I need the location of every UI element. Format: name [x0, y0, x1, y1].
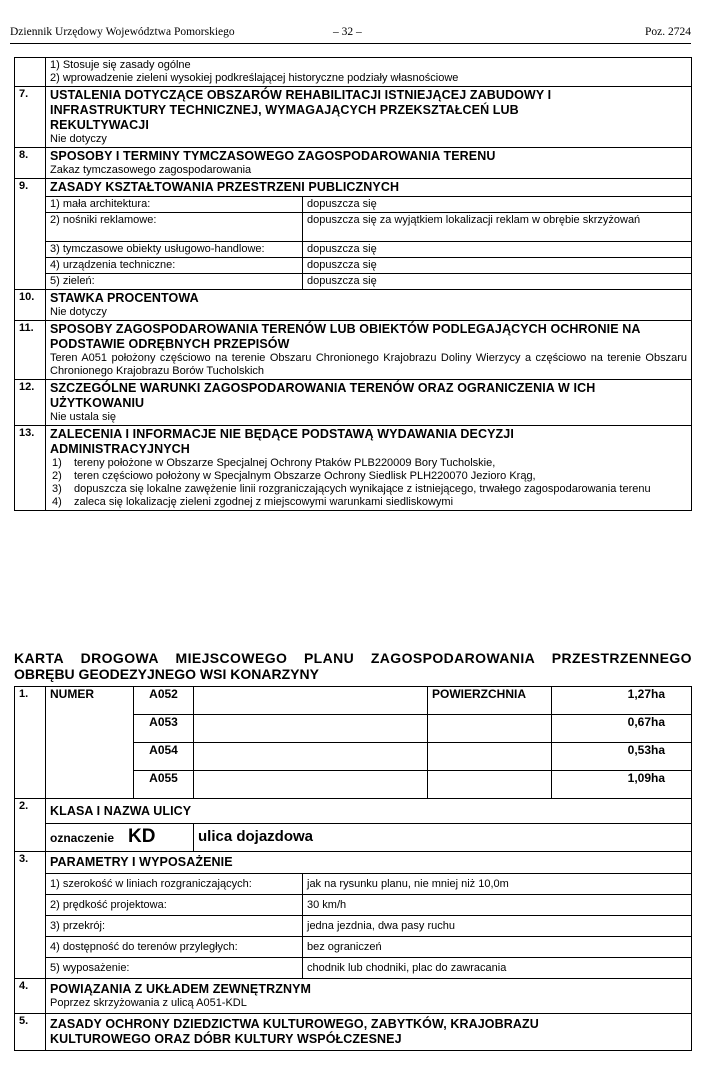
position-number: Poz. 2724: [645, 26, 691, 38]
param-label: 3) tymczasowe obiekty usługowo-handlowe:: [46, 242, 303, 258]
road-card-table: [14, 686, 692, 1051]
section-title: SPOSOBY ZAGOSPODAROWANIA TERENÓW LUB OBIEKTÓW PODLEGAJĄCYCH OCHRONIE NA PODSTAWIE ODRĘBNYCH PRZEPISÓW: [50, 322, 640, 351]
table-row: [15, 274, 692, 290]
param-label: 1) szerokość w liniach rozgraniczających:: [46, 874, 303, 895]
plan-table-continuation: [14, 57, 692, 511]
area-id: A055: [134, 771, 194, 799]
area-id: A052: [134, 687, 194, 715]
section-number: 1.: [15, 687, 46, 799]
param-value: dopuszcza się: [303, 258, 692, 274]
param-label: 3) przekrój:: [46, 916, 303, 937]
street-name: ulica dojazdowa: [198, 828, 314, 845]
param-value: dopuszcza się za wyjątkiem lokalizacji reklam w obrębie skrzyżowań: [303, 213, 692, 242]
section-text: Nie dotyczy: [50, 306, 107, 318]
numer-label: NUMER: [46, 687, 134, 799]
param-value: jedna jezdnia, dwa pasy ruchu: [303, 916, 692, 937]
section-number: 10.: [15, 290, 46, 321]
section-title: SZCZEGÓLNE WARUNKI ZAGOSPODAROWANIA TERENÓW ORAZ OGRANICZENIA W ICH UŻYTKOWANIU: [50, 381, 596, 410]
table-row: [15, 58, 692, 87]
journal-title: Dziennik Urzędowy Województwa Pomorskiego: [10, 26, 235, 38]
section-5: [15, 1014, 692, 1051]
area-value: 0,67ha: [552, 715, 692, 743]
section-9: [15, 179, 692, 197]
table-row: [15, 824, 692, 852]
table-row: [15, 874, 692, 895]
section-13: [15, 426, 692, 511]
general-rule-line: 2) wprowadzenie zieleni wysokiej podkreślającej historyczne podziały własnościowe: [50, 72, 459, 84]
area-value: 1,27ha: [552, 687, 692, 715]
page-number: – 32 –: [333, 26, 362, 38]
section-number: 11.: [15, 321, 46, 380]
section-number: 7.: [15, 87, 46, 148]
param-value: dopuszcza się: [303, 274, 692, 290]
param-label: 1) mała architektura:: [46, 197, 303, 213]
param-label: 2) prędkość projektowa:: [46, 895, 303, 916]
section-number: 3.: [15, 852, 46, 979]
section-7: [15, 87, 692, 148]
section-title: POWIĄZANIA Z UKŁADEM ZEWNĘTRZNYM: [50, 982, 312, 996]
section-number: 9.: [15, 179, 46, 290]
section-11: [15, 321, 692, 380]
section-text: Teren A051 położony częściowo na terenie Obszaru Chronionego Krajobrazu Doliny Wierzycy a częściowo na terenie Obszaru Chronionego Krajobrazu Borów Tucholskich: [50, 352, 688, 377]
param-label: 5) zieleń:: [46, 274, 303, 290]
param-value: chodnik lub chodniki, plac do zawracania: [303, 958, 692, 979]
list-item: 3) dopuszcza się lokalne zawężenie linii rozgraniczających wynikające z istniejącego, trwałego zagospodarowania terenu: [52, 483, 651, 495]
section-8: [15, 148, 692, 179]
section-3: [15, 852, 692, 874]
area-label: POWIERZCHNIA: [428, 687, 552, 715]
table-row: [15, 916, 692, 937]
param-value: bez ograniczeń: [303, 937, 692, 958]
section-text: Nie ustala się: [50, 411, 117, 423]
section-text: Zakaz tymczasowego zagospodarowania: [50, 164, 252, 176]
section-10: [15, 290, 692, 321]
recommendation-list: [50, 457, 687, 509]
param-value: dopuszcza się: [303, 197, 692, 213]
table-row: [15, 213, 692, 242]
param-value: dopuszcza się: [303, 242, 692, 258]
param-value: jak na rysunku planu, nie mniej niż 10,0m: [303, 874, 692, 895]
section-title: ZASADY KSZTAŁTOWANIA PRZESTRZENI PUBLICZNYCH: [50, 180, 400, 194]
table-row: [15, 895, 692, 916]
section-number: 8.: [15, 148, 46, 179]
list-item: 1) tereny położone w Obszarze Specjalnej Ochrony Ptaków PLB220009 Bory Tucholskie,: [52, 457, 496, 469]
section-number: 4.: [15, 979, 46, 1014]
section-title: ZALECENIA I INFORMACJE NIE BĘDĄCE PODSTAWĄ WYDAWANIA DECYZJI ADMINISTRACYJNYCH: [50, 427, 514, 456]
section-4: [15, 979, 692, 1014]
list-item: 2) teren częściowo położony w Specjalnym Obszarze Ochrony Siedlisk PLH220070 Jezioro Krąg,: [52, 470, 536, 482]
list-item: 4) zaleca się lokalizację zieleni zgodnej z miejscowymi warunkami siedliskowymi: [52, 496, 454, 508]
section-title: SPOSOBY I TERMINY TYMCZASOWEGO ZAGOSPODAROWANIA TERENU: [50, 149, 496, 163]
param-label: 4) urządzenia techniczne:: [46, 258, 303, 274]
heading-line-1: KARTA DROGOWA MIEJSCOWEGO PLANU ZAGOSPODAROWANIA PRZESTRZENNEGO: [14, 650, 692, 666]
param-value: 30 km/h: [303, 895, 692, 916]
table-row: [15, 258, 692, 274]
table-row: [15, 197, 692, 213]
section-number: 2.: [15, 799, 46, 852]
section-text: Nie dotyczy: [50, 133, 107, 145]
header-rule: [10, 43, 691, 44]
area-value: 1,09ha: [552, 771, 692, 799]
param-label: 4) dostępność do terenów przyległych:: [46, 937, 303, 958]
section-title: PARAMETRY I WYPOSAŻENIE: [50, 855, 233, 869]
section-title: KLASA I NAZWA ULICY: [50, 804, 192, 818]
designation-label: oznaczenie: [50, 830, 115, 845]
heading-line-2: OBRĘBU GEODEZYJNEGO WSI KONARZYNY: [14, 666, 319, 682]
table-row: [15, 958, 692, 979]
section-number: 12.: [15, 380, 46, 426]
general-rule-line: 1) Stosuje się zasady ogólne: [50, 59, 191, 71]
param-label: 5) wyposażenie:: [46, 958, 303, 979]
road-card-heading: [14, 650, 692, 682]
area-value: 0,53ha: [552, 743, 692, 771]
table-row: [15, 937, 692, 958]
section-number: 13.: [15, 426, 46, 511]
section-title: STAWKA PROCENTOWA: [50, 291, 199, 305]
section-12: [15, 380, 692, 426]
section-2: [15, 799, 692, 824]
area-id: A053: [134, 715, 194, 743]
section-title: ZASADY OCHRONY DZIEDZICTWA KULTUROWEGO, ZABYTKÓW, KRAJOBRAZU KULTUROWEGO ORAZ DÓBR KULTURY WSPÓŁCZESNEJ: [50, 1017, 539, 1046]
page-header: [10, 26, 691, 40]
param-label: 2) nośniki reklamowe:: [46, 213, 303, 242]
section-title: USTALENIA DOTYCZĄCE OBSZARÓW REHABILITACJI ISTNIEJĄCEJ ZABUDOWY I INFRASTRUKTURY TECHNICZNEJ, WYMAGAJĄCYCH PRZEKSZTAŁCEŃ LUB REKULTYWACJI: [50, 88, 552, 132]
section-text: Poprzez skrzyżowania z ulicą A051-KDL: [50, 997, 247, 1009]
table-row: [15, 687, 692, 715]
designation-code: KD: [128, 825, 156, 847]
area-id: A054: [134, 743, 194, 771]
table-row: [15, 242, 692, 258]
section-number: 5.: [15, 1014, 46, 1051]
